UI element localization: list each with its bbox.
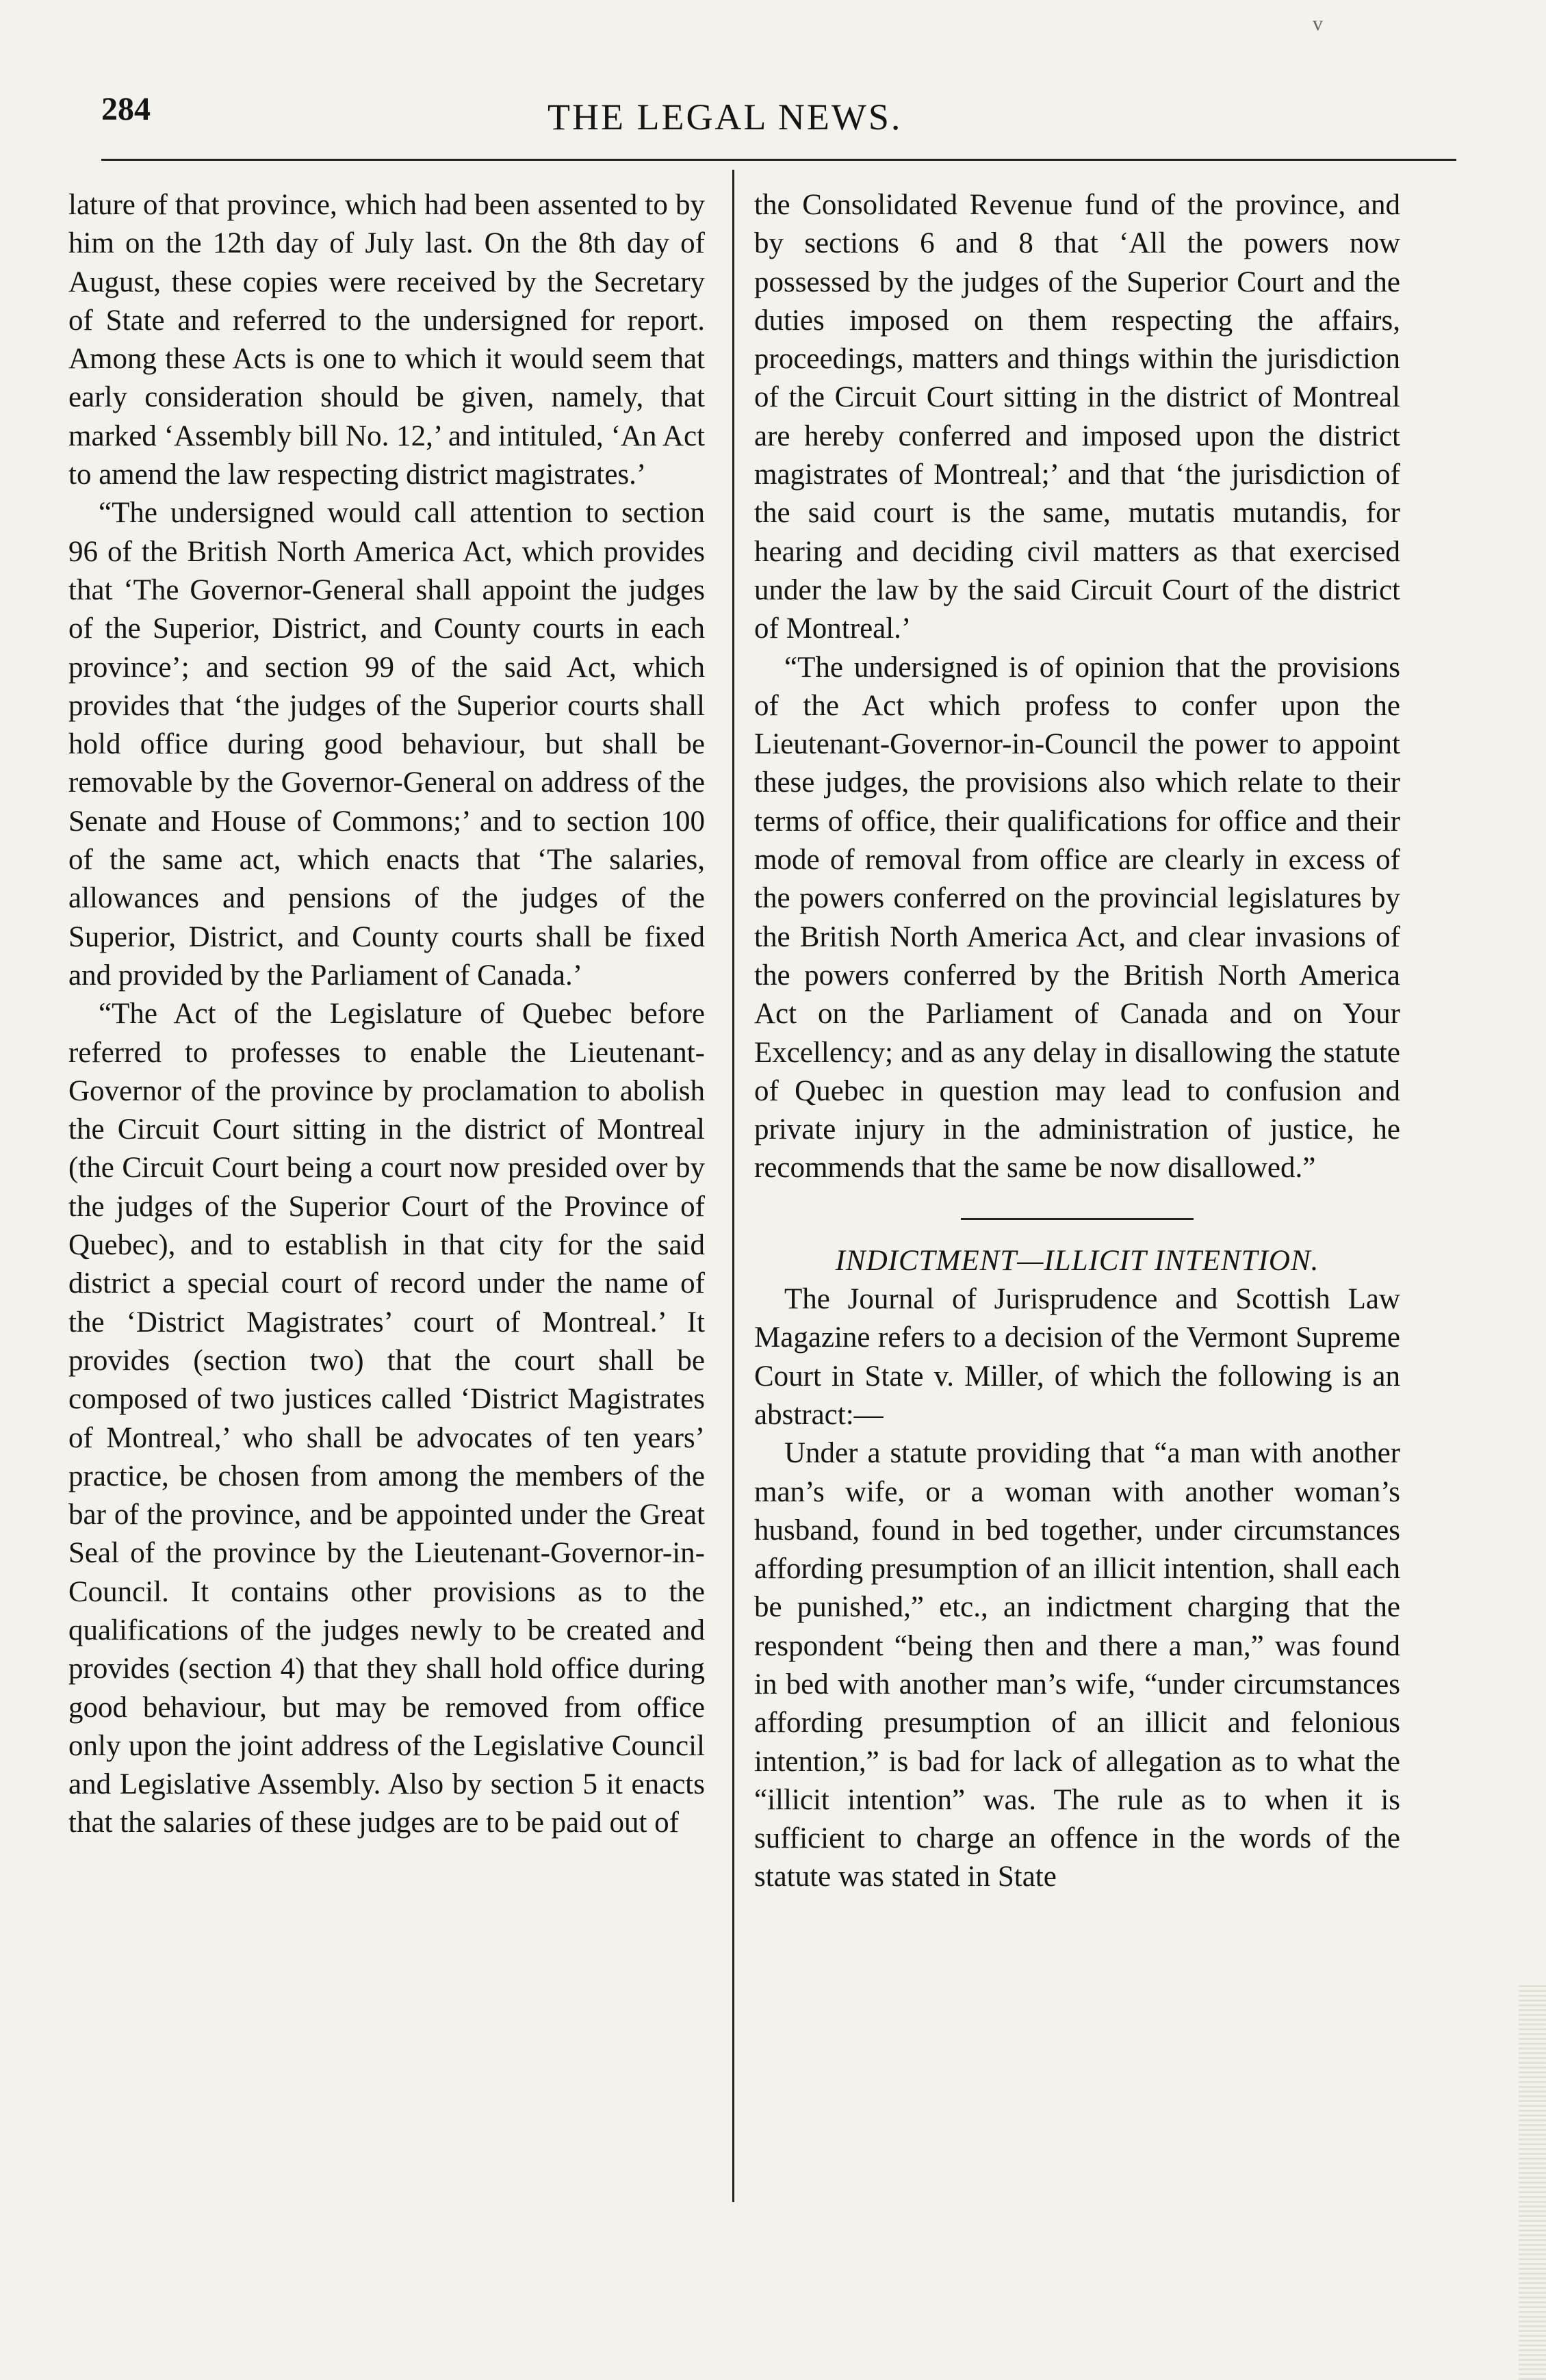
page-number: 284 — [101, 91, 151, 127]
scan-edge-noise — [1519, 1984, 1546, 2380]
page-header — [0, 0, 1546, 178]
right-paragraph-2: “The undersigned is of opinion that the provisions of the Act which profess to confer upon the Lieutenant-Governor-in-Council the power to appoint these judges, the provisions also which relate to their terms of office, their qualifications for office and their mode of removal from office are clearly in excess of the powers conferred on the provincial legislatures by the British North America Act, and clear invasions of the powers conferred by the British North America Act on the Parliament of Canada and on Your Excellency; and as any delay in disallowing the statute of Quebec in question may lead to confusion and private injury in the administration of justice, he recommends that the same be now disallowed.” — [754, 651, 1400, 1185]
running-title: THE LEGAL NEWS. — [547, 96, 903, 138]
header-rule — [101, 159, 1456, 161]
column-divider — [732, 170, 734, 2202]
left-column — [68, 186, 705, 1843]
section-divider — [961, 1218, 1194, 1220]
right-column — [754, 186, 1400, 1897]
corner-mark: v — [1313, 12, 1323, 35]
left-paragraph-1: lature of that province, which had been assented to by him on the 12th day of July last. On the 8th day of August, these copies were received by the Secretary of State and referred to the undersigned for report. Among these Acts is one to which it would seem that early consideration should be given, namely, that marked ‘Assembly bill No. 12,’ and intituled, ‘An Act to amend the law respecting district magistrates.’ — [68, 189, 705, 491]
left-paragraph-2: “The undersigned would call attention to section 96 of the British North America Act, which provides that ‘The Governor-General shall appoint the judges of the Superior, District, and County courts in each province’; and section 99 of the said Act, which provides that ‘the judges of the Superior courts shall hold office during good behaviour, but shall be removable by the Governor-General on address of the Senate and House of Commons;’ and to section 100 of the same act, which enacts that ‘The salaries, allowances and pensions of the judges of the Superior, District, and County courts shall be fixed and provided by the Parliament of Canada.’ — [68, 497, 705, 992]
right-paragraph-3: The Journal of Jurisprudence and Scottish Law Magazine refers to a decision of the Vermont Supreme Court in State v. Miller, of which the following is an abstract:— — [754, 1283, 1400, 1431]
right-paragraph-4: Under a statute providing that “a man with another man’s wife, or a woman with another woman’s husband, found in bed together, under circumstances affording presumption of an illicit intention, shall each be punished,” etc., an indictment charging that the respondent “being then and there a man,” was found in bed with another man’s wife, “under circumstances affording presumption of an illicit and felonious intention,” is bad for lack of allegation as to what the “illicit intention” was. The rule as to when it is sufficient to charge an offence in the words of the statute was stated in State — [754, 1437, 1400, 1893]
section-heading: INDICTMENT—ILLICIT INTENTION. — [835, 1244, 1319, 1277]
left-paragraph-3: “The Act of the Legislature of Quebec before referred to professes to enable the Lieutenant-Governor of the province by proclamation to abolish the Circuit Court sitting in the district of Montreal (the Circuit Court being a court now presided over by the judges of the Superior Court of the Province of Quebec), and to establish in that city for the said district a special court of record under the name of the ‘District Magistrates’ court of Montreal.’ It provides (section two) that the court shall be composed of two justices called ‘District Magistrates of Montreal,’ who shall be advocates of ten years’ practice, be chosen from among the members of the bar of the province, and be appointed under the Great Seal of the province by the Lieutenant-Governor-in-Council. It contains other provisions as to the qualifications of the judges newly to be created and provides (section 4) that they shall hold office during good behaviour, but may be removed from office only upon the joint address of the Legislative Council and Legislative Assembly. Also by section 5 it enacts that the salaries of these judges are to be paid out of — [68, 998, 705, 1839]
right-paragraph-1: the Consolidated Revenue fund of the province, and by sections 6 and 8 that ‘All the powers now possessed by the judges of the Superior Court and the duties imposed on them respecting the affairs, proceedings, matters and things within the jurisdiction of the Circuit Court sitting in the district of Montreal are hereby conferred and imposed upon the district magistrates of Montreal;’ and that ‘the jurisdiction of the said court is the same, mutatis mutandis, for hearing and deciding civil matters as that exercised under the law by the said Circuit Court of the district of Montreal.’ — [754, 189, 1400, 645]
